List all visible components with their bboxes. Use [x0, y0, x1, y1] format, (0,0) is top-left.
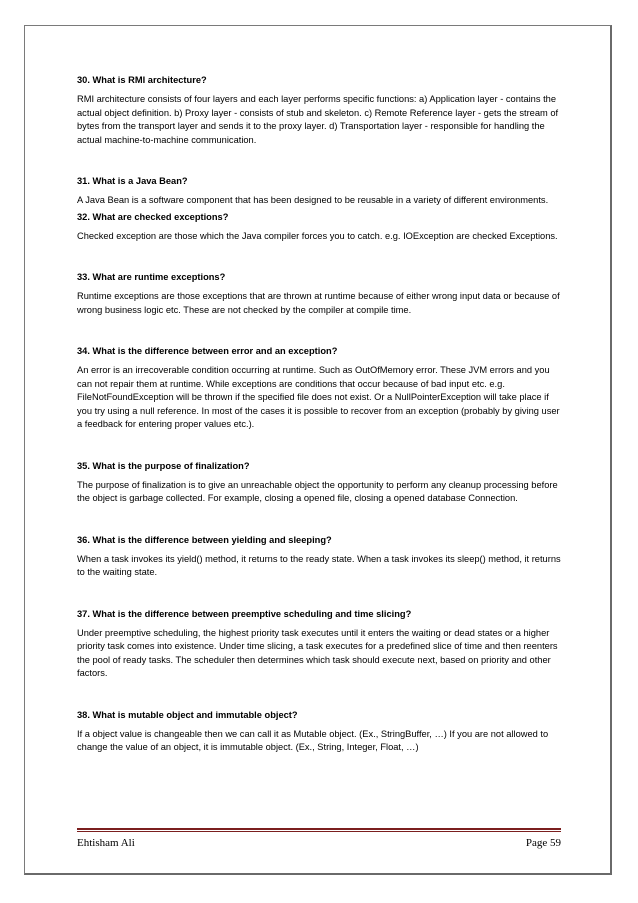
answer-text: A Java Bean is a software component that has been designed to be reusable in a variety of different environments. — [77, 195, 549, 205]
footer-divider — [77, 828, 561, 830]
question-heading: 32. What are checked exceptions? — [77, 211, 229, 222]
question-heading: 37. What is the difference between preemptive scheduling and time slicing? — [77, 608, 412, 619]
qa-34 — [77, 345, 561, 432]
qa-31 — [77, 175, 561, 208]
answer-text: Runtime exceptions are those exceptions that are thrown at runtime because of either wrong input data or because of wrong business logic etc. These are not checked by the compiler at compile time. — [77, 291, 560, 315]
answer-text: RMI architecture consists of four layers and each layer performs specific functions: a) Application layer - contains the actual object definition. b) Proxy layer - consists of stub and skeleton. c) Remote Reference layer - gets the stream of bytes from the transport layer and sends it to the proxy layer. d) Transportation layer - responsible for handling the actual machine-to-machine communication. — [77, 94, 559, 145]
footer-page-number: Page 59 — [525, 837, 561, 849]
question-heading: 38. What is mutable object and immutable object? — [77, 709, 298, 720]
answer-text: The purpose of finalization is to give an unreachable object the opportunity to perform any cleanup processing before the object is garbage collected. For example, closing a opened file, closing a opened database Connection. — [77, 479, 558, 503]
answer-text: An error is an irrecoverable condition occurring at runtime. Such as OutOfMemory error. These JVM errors and you can not repair them at runtime. While exceptions are conditions that occur because of bad input etc. e.g. FileNotFoundException will be thrown if the specified file does not exist. Or a NullPointerException will take place if you try using a null reference. In most of the cases it is possible to recover from an exception (probably by giving user a feedback for entering proper values etc.). — [77, 365, 560, 429]
question-heading: 35. What is the purpose of finalization? — [77, 460, 250, 471]
footer-author: Ehtisham Ali — [77, 837, 135, 849]
answer-text: When a task invokes its yield() method, it returns to the ready state. When a task invokes its sleep() method, it returns to the waiting state. — [77, 553, 561, 577]
qa-38 — [77, 709, 561, 755]
page-footer — [77, 837, 561, 849]
answer-text: Checked exception are those which the Java compiler forces you to catch. e.g. IOException are checked Exceptions. — [77, 230, 558, 241]
qa-33 — [77, 271, 561, 317]
question-heading: 31. What is a Java Bean? — [77, 176, 188, 186]
document-body — [77, 74, 561, 755]
question-heading: 36. What is the difference between yielding and sleeping? — [77, 534, 332, 545]
question-heading: 34. What is the difference between error and an exception? — [77, 346, 338, 356]
question-heading: 30. What is RMI architecture? — [77, 75, 207, 85]
qa-37 — [77, 608, 561, 681]
qa-36 — [77, 534, 561, 580]
footer-divider-thin — [77, 831, 561, 832]
question-heading: 33. What are runtime exceptions? — [77, 272, 226, 282]
qa-32 — [77, 211, 561, 244]
answer-text: If a object value is changeable then we can call it as Mutable object. (Ex., StringBuffer, …) If you are not allowed to change the value of an object, it is immutable object. (Ex., String, Integer, Float, …) — [77, 728, 549, 752]
answer-text: Under preemptive scheduling, the highest priority task executes until it enters the waiting or dead states or a higher priority task comes into existence. Under time slicing, a task executes for a predefined slice of time and then reenters the pool of ready tasks. The scheduler then determines which task should execute next, based on priority and other factors. — [77, 627, 558, 678]
qa-30 — [77, 74, 561, 147]
qa-35 — [77, 460, 561, 506]
